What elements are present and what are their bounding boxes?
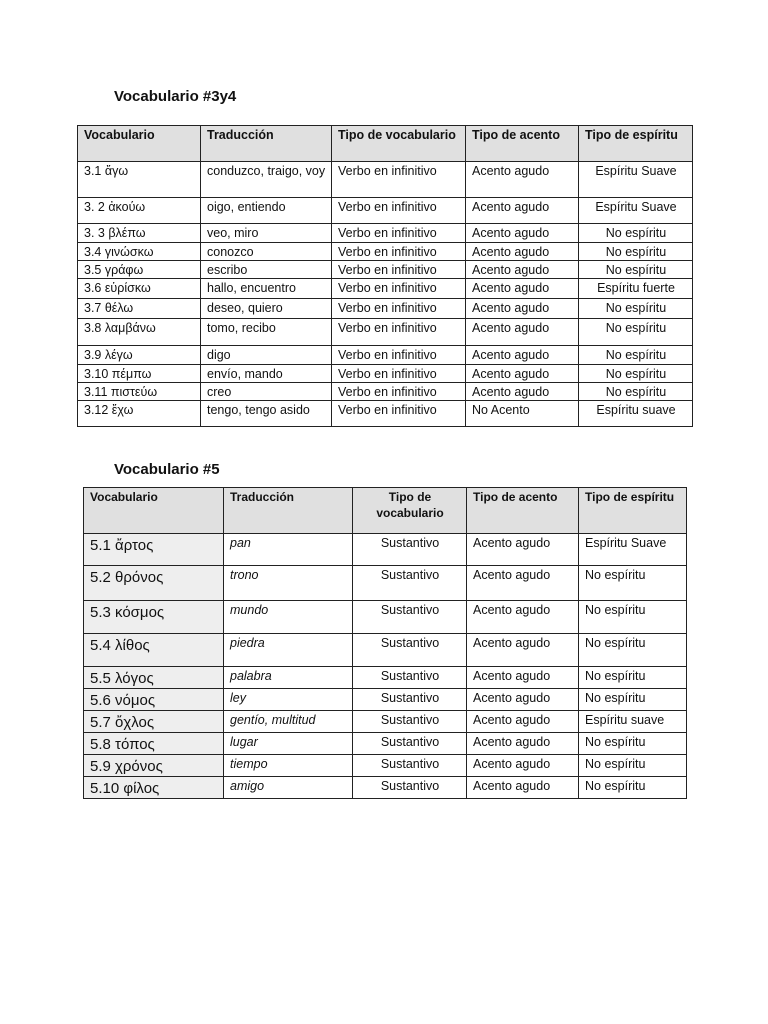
vocab-type-cell: Sustantivo (353, 566, 467, 601)
translation-cell: ley (224, 689, 353, 711)
vocab-type-cell: Sustantivo (353, 667, 467, 689)
spirit-type-cell: No espíritu (579, 299, 693, 319)
table-row (78, 261, 693, 279)
translation-cell: envío, mando (201, 365, 332, 383)
column-header-tipo-vocabulario: Tipo de vocabulario (332, 126, 466, 162)
section-title-vocabulario-3y4: Vocabulario #3y4 (114, 88, 237, 105)
vocab-type-cell: Sustantivo (353, 733, 467, 755)
column-header-traduccion: Traducción (224, 488, 353, 534)
spirit-type-cell: No espíritu (579, 634, 687, 667)
spirit-type-cell: No espíritu (579, 601, 687, 634)
vocab-type-cell: Verbo en infinitivo (332, 383, 466, 401)
vocab-type-cell: Verbo en infinitivo (332, 198, 466, 224)
translation-cell: escribo (201, 261, 332, 279)
spirit-type-cell: No espíritu (579, 224, 693, 243)
column-header-tipo-vocabulario: Tipo de vocabulario (353, 488, 467, 534)
vocab-type-cell: Verbo en infinitivo (332, 224, 466, 243)
vocab-cell: 3. 3 βλέπω (78, 224, 201, 243)
vocabulary-table-5 (83, 487, 687, 799)
vocab-cell: 3.8 λαμβάνω (78, 319, 201, 346)
table-row (78, 243, 693, 261)
table-header-row (78, 126, 693, 162)
accent-type-cell: Acento agudo (466, 261, 579, 279)
vocab-cell: 3.6 εὑρίσκω (78, 279, 201, 299)
accent-type-cell: No Acento (466, 401, 579, 427)
section-title-vocabulario-5: Vocabulario #5 (114, 461, 220, 478)
accent-type-cell: Acento agudo (466, 299, 579, 319)
spirit-type-cell: No espíritu (579, 261, 693, 279)
accent-type-cell: Acento agudo (467, 667, 579, 689)
accent-type-cell: Acento agudo (466, 319, 579, 346)
accent-type-cell: Acento agudo (466, 279, 579, 299)
vocab-cell: 5.2 θρόνος (84, 566, 224, 601)
column-header-tipo-acento: Tipo de acento (467, 488, 579, 534)
vocab-type-cell: Verbo en infinitivo (332, 162, 466, 198)
table-row (84, 711, 687, 733)
translation-cell: mundo (224, 601, 353, 634)
spirit-type-cell: No espíritu (579, 755, 687, 777)
accent-type-cell: Acento agudo (466, 383, 579, 401)
spirit-type-cell: No espíritu (579, 777, 687, 799)
table-row (84, 755, 687, 777)
table-row (84, 667, 687, 689)
table-row (78, 299, 693, 319)
vocab-cell: 3.4 γινώσκω (78, 243, 201, 261)
spirit-type-cell: No espíritu (579, 667, 687, 689)
vocab-type-cell: Verbo en infinitivo (332, 346, 466, 365)
vocab-cell: 3.9 λέγω (78, 346, 201, 365)
translation-cell: piedra (224, 634, 353, 667)
column-header-traduccion: Traducción (201, 126, 332, 162)
table-row (84, 689, 687, 711)
spirit-type-cell: Espíritu Suave (579, 162, 693, 198)
translation-cell: creo (201, 383, 332, 401)
vocab-type-cell: Sustantivo (353, 711, 467, 733)
spirit-type-cell: Espíritu fuerte (579, 279, 693, 299)
column-header-tipo-acento: Tipo de acento (466, 126, 579, 162)
table-header-row (84, 488, 687, 534)
table-row (78, 401, 693, 427)
accent-type-cell: Acento agudo (466, 224, 579, 243)
vocab-cell: 3.7 θέλω (78, 299, 201, 319)
column-header-tipo-espiritu: Tipo de espíritu (579, 126, 693, 162)
vocab-type-cell: Sustantivo (353, 634, 467, 667)
spirit-type-cell: Espíritu suave (579, 711, 687, 733)
accent-type-cell: Acento agudo (467, 689, 579, 711)
spirit-type-cell: Espíritu Suave (579, 198, 693, 224)
translation-cell: conozco (201, 243, 332, 261)
vocab-type-cell: Verbo en infinitivo (332, 319, 466, 346)
spirit-type-cell: No espíritu (579, 383, 693, 401)
accent-type-cell: Acento agudo (467, 755, 579, 777)
table-row (84, 733, 687, 755)
spirit-type-cell: No espíritu (579, 689, 687, 711)
translation-cell: trono (224, 566, 353, 601)
accent-type-cell: Acento agudo (466, 365, 579, 383)
spirit-type-cell: No espíritu (579, 243, 693, 261)
translation-cell: pan (224, 534, 353, 566)
vocab-type-cell: Sustantivo (353, 601, 467, 634)
vocab-cell: 5.9 χρόνος (84, 755, 224, 777)
vocab-type-cell: Sustantivo (353, 755, 467, 777)
spirit-type-cell: No espíritu (579, 365, 693, 383)
vocab-cell: 3.12 ἔχω (78, 401, 201, 427)
table-row (78, 162, 693, 198)
vocab-cell: 3.5 γράφω (78, 261, 201, 279)
vocab-type-cell: Verbo en infinitivo (332, 261, 466, 279)
translation-cell: conduzco, traigo, voy (201, 162, 332, 198)
column-header-vocabulario: Vocabulario (84, 488, 224, 534)
translation-cell: palabra (224, 667, 353, 689)
table-row (78, 383, 693, 401)
vocab-type-cell: Sustantivo (353, 534, 467, 566)
vocab-type-cell: Verbo en infinitivo (332, 401, 466, 427)
translation-cell: veo, miro (201, 224, 332, 243)
accent-type-cell: Acento agudo (467, 711, 579, 733)
table-row (84, 566, 687, 601)
vocab-cell: 5.4 λίθος (84, 634, 224, 667)
vocab-type-cell: Verbo en infinitivo (332, 365, 466, 383)
accent-type-cell: Acento agudo (467, 733, 579, 755)
spirit-type-cell: No espíritu (579, 346, 693, 365)
spirit-type-cell: No espíritu (579, 319, 693, 346)
column-header-tipo-espiritu: Tipo de espíritu (579, 488, 687, 534)
vocabulary-table-3y4 (77, 125, 693, 427)
translation-cell: oigo, entiendo (201, 198, 332, 224)
translation-cell: digo (201, 346, 332, 365)
translation-cell: tomo, recibo (201, 319, 332, 346)
vocab-cell: 3.10 πέμπω (78, 365, 201, 383)
table-row (84, 534, 687, 566)
vocab-type-cell: Sustantivo (353, 689, 467, 711)
table-row (78, 198, 693, 224)
vocab-type-cell: Verbo en infinitivo (332, 279, 466, 299)
vocab-cell: 3.11 πιστεύω (78, 383, 201, 401)
spirit-type-cell: Espíritu Suave (579, 534, 687, 566)
table-row (78, 319, 693, 346)
translation-cell: deseo, quiero (201, 299, 332, 319)
vocab-cell: 5.8 τόπος (84, 733, 224, 755)
table-row (78, 365, 693, 383)
accent-type-cell: Acento agudo (466, 198, 579, 224)
translation-cell: amigo (224, 777, 353, 799)
table-row (78, 224, 693, 243)
accent-type-cell: Acento agudo (467, 777, 579, 799)
accent-type-cell: Acento agudo (467, 601, 579, 634)
spirit-type-cell: Espíritu suave (579, 401, 693, 427)
table-row (84, 634, 687, 667)
translation-cell: gentío, multitud (224, 711, 353, 733)
spirit-type-cell: No espíritu (579, 733, 687, 755)
accent-type-cell: Acento agudo (467, 634, 579, 667)
vocab-cell: 5.5 λόγος (84, 667, 224, 689)
vocab-cell: 5.3 κόσμος (84, 601, 224, 634)
translation-cell: tengo, tengo asido (201, 401, 332, 427)
vocab-cell: 5.10 φίλος (84, 777, 224, 799)
column-header-vocabulario: Vocabulario (78, 126, 201, 162)
vocab-cell: 3. 2 ἀκούω (78, 198, 201, 224)
vocab-cell: 5.7 ὄχλος (84, 711, 224, 733)
translation-cell: hallo, encuentro (201, 279, 332, 299)
vocab-cell: 5.6 νόμος (84, 689, 224, 711)
vocab-cell: 5.1 ἄρτος (84, 534, 224, 566)
vocab-type-cell: Verbo en infinitivo (332, 299, 466, 319)
translation-cell: tiempo (224, 755, 353, 777)
vocab-cell: 3.1 ἄγω (78, 162, 201, 198)
spirit-type-cell: No espíritu (579, 566, 687, 601)
accent-type-cell: Acento agudo (467, 534, 579, 566)
table-row (84, 777, 687, 799)
accent-type-cell: Acento agudo (466, 346, 579, 365)
vocab-type-cell: Sustantivo (353, 777, 467, 799)
table-row (84, 601, 687, 634)
accent-type-cell: Acento agudo (467, 566, 579, 601)
table-row (78, 346, 693, 365)
translation-cell: lugar (224, 733, 353, 755)
vocab-type-cell: Verbo en infinitivo (332, 243, 466, 261)
accent-type-cell: Acento agudo (466, 243, 579, 261)
table-row (78, 279, 693, 299)
accent-type-cell: Acento agudo (466, 162, 579, 198)
